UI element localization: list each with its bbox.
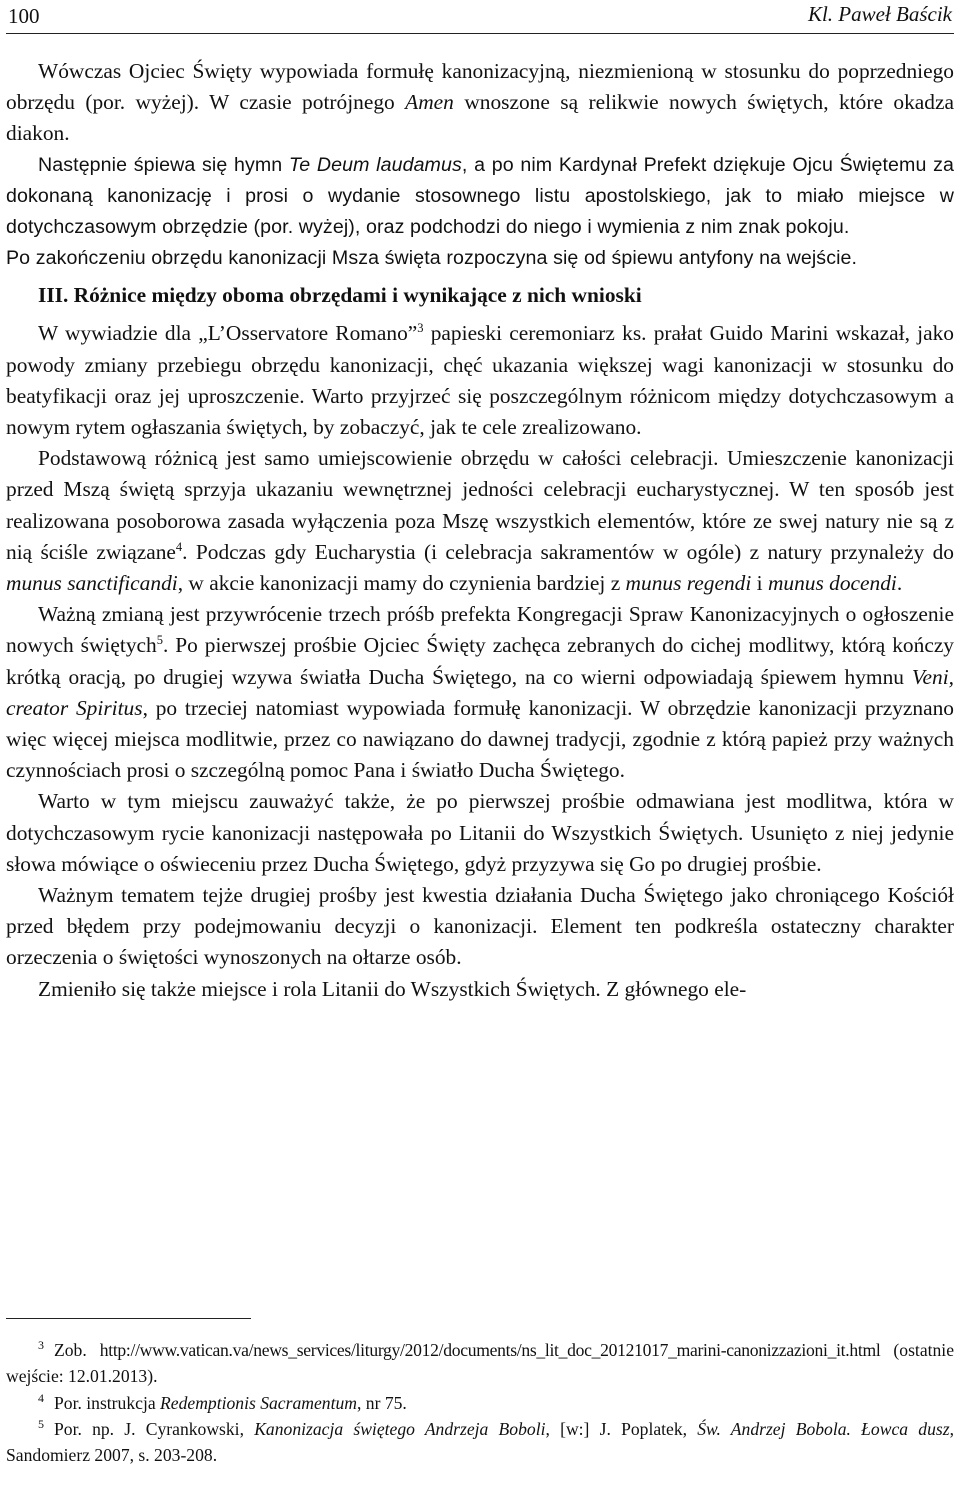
paragraph-3: Po zakończeniu obrzędu kanonizacji Msza święta rozpoczyna się od śpiewu antyfony na wejście. — [6, 247, 858, 270]
page-header — [6, 0, 954, 34]
paragraph-6: Ważną zmianą jest przywrócenie trzech próśb prefekta Kongregacji Spraw Kanonizacyjnych o ogłoszenie nowych świętych$^5$. Po pierwszej prośbie Ojciec Święty zachęca zebranych do cichej modlitwy, którą kończy krótką oracją, po drugiej wzywa światła Ducha Świętego, na co wierni odpowiadają śpiewem hymnu Veni, creator Spiritus, po trzeciej natomiast wypowiada formułę kanonizacji. W obrzędzie kanonizacji przyznano więc więcej miejsca modlitwie, przez co nawiązano do dawnej tradycji, zgodnie z którą papież przy ważnych czynnościach prosi o szczególną pomoc Pana i światło Ducha Świętego. — [6, 602, 955, 783]
paragraph-9: Zmieniło się także miejsce i rola Litanii do Wszystkich Świętych. Z głównego ele- — [38, 976, 747, 1001]
footnotes — [6, 1318, 954, 1468]
footnote-3: $^3$ Zob. http://www.vatican.va/news_services/liturgy/2012/documents/ns_lit_doc_20121017_marini-canonizzazioni_it.html (ostatnie wejście: 12.01.2013). — [6, 1338, 955, 1387]
footnote-5: $^5$ Por. np. J. Cyrankowski, Kanonizacja świętego Andrzeja Boboli, [w:] J. Poplatek, Św. Andrzej Bobola. Łowca dusz, Sandomierz 2007, s. 203-208. — [6, 1416, 954, 1466]
footnote-rule — [6, 1318, 251, 1319]
paragraph-2: Następnie śpiewa się hymn Te Deum laudamus, a po nim Kardynał Prefekt dziękuje Ojcu Świętemu za dokonaną kanonizację i prosi o wydanie stosownego listu apostolskiego, jak to miało miejsce w dotychczasowym obrzędzie (por. wyżej), oraz podchodzi do niego i wymienia z nim znak pokoju. — [6, 153, 955, 239]
paragraph-8: Ważnym tematem tejże drugiej prośby jest kwestia działania Ducha Świętego jako chroniącego Kościół przed błędem przy podejmowaniu decyzji o kanonizacji. Element ten podkreśla ostateczny charakter orzeczenia o świętości wynoszonych na ołtarze osób. — [6, 883, 954, 970]
footnote-ref-5: 5 — [156, 633, 163, 648]
header-rule — [6, 33, 954, 34]
footnote-ref-4: 4 — [175, 539, 183, 554]
running-head-author: Kl. Paweł Baścik — [807, 2, 952, 26]
paragraph-7: Warto w tym miejscu zauważyć także, że po pierwszej prośbie odmawiana jest modlitwa, która w dotychczasowym rycie kanonizacji następowała po Litanii do Wszystkich Świętych. Usunięto z niej jedynie słowa mówiące o oświeceniu przez Ducha Świętego, gdyż przyzywa się Go po drugiej prośbie. — [6, 789, 954, 876]
document-page — [6, 0, 954, 1488]
paragraph-4: W wywiadzie dla „L’Osservatore Romano”$^3$ papieski ceremoniarz ks. prałat Guido Marini wskazał, jako powody zmiany przebiegu obrzędu kanonizacji, chęć ukazania większej wagi kanonizacji w stosunku do beatyfikacji oraz jej uproszczenie. Warto przyjrzeć się poszczególnym różnicom między dotychczasowym a nowym rytem ogłaszania świętych, by zobaczyć, jak te cele zrealizowano. — [6, 321, 954, 440]
paragraph-5: Podstawową różnicą jest samo umiejscowienie obrzędu w całości celebracji. Umieszczenie kanonizacji przed Mszą świętą sprzyja ukazaniu wewnętrznej jedności celebracji eucharystycznej. W ten sposób jest realizowana posoborowa zasada wyłączenia poza Mszę wszystkich elementów, które ze swej natury nie są z nią ściśle związane$^4$. Podczas gdy Eucharystia (i celebracja sakramentów w ogóle) z natury przynależy do munus sanctificandi, w akcie kanonizacji mamy do czynienia bardziej z munus regendi i munus docendi. — [6, 446, 954, 596]
footnote-4: $^4$ Por. instrukcja Redemptionis Sacramentum, nr 75. — [38, 1390, 407, 1413]
body-text — [6, 56, 954, 1005]
footnote-ref-3: 3 — [417, 321, 424, 336]
page-number: 100 — [8, 4, 40, 28]
footnote-link[interactable]: http://www.vatican.va/news_services/liturgy/2012/documents/ns_lit_doc_20121017_marini-canonizzazioni_it.html — [99, 1340, 881, 1360]
paragraph-1: Wówczas Ojciec Święty wypowiada formułę kanonizacyjną, niezmienioną w stosunku do poprzedniego obrzędu (por. wyżej). W czasie potrójnego Amen wnoszone są relikwie nowych świętych, które okadza diakon. — [6, 59, 954, 146]
section-heading: III. Różnice między oboma obrzędami i wynikające z nich wnioski — [38, 283, 642, 308]
